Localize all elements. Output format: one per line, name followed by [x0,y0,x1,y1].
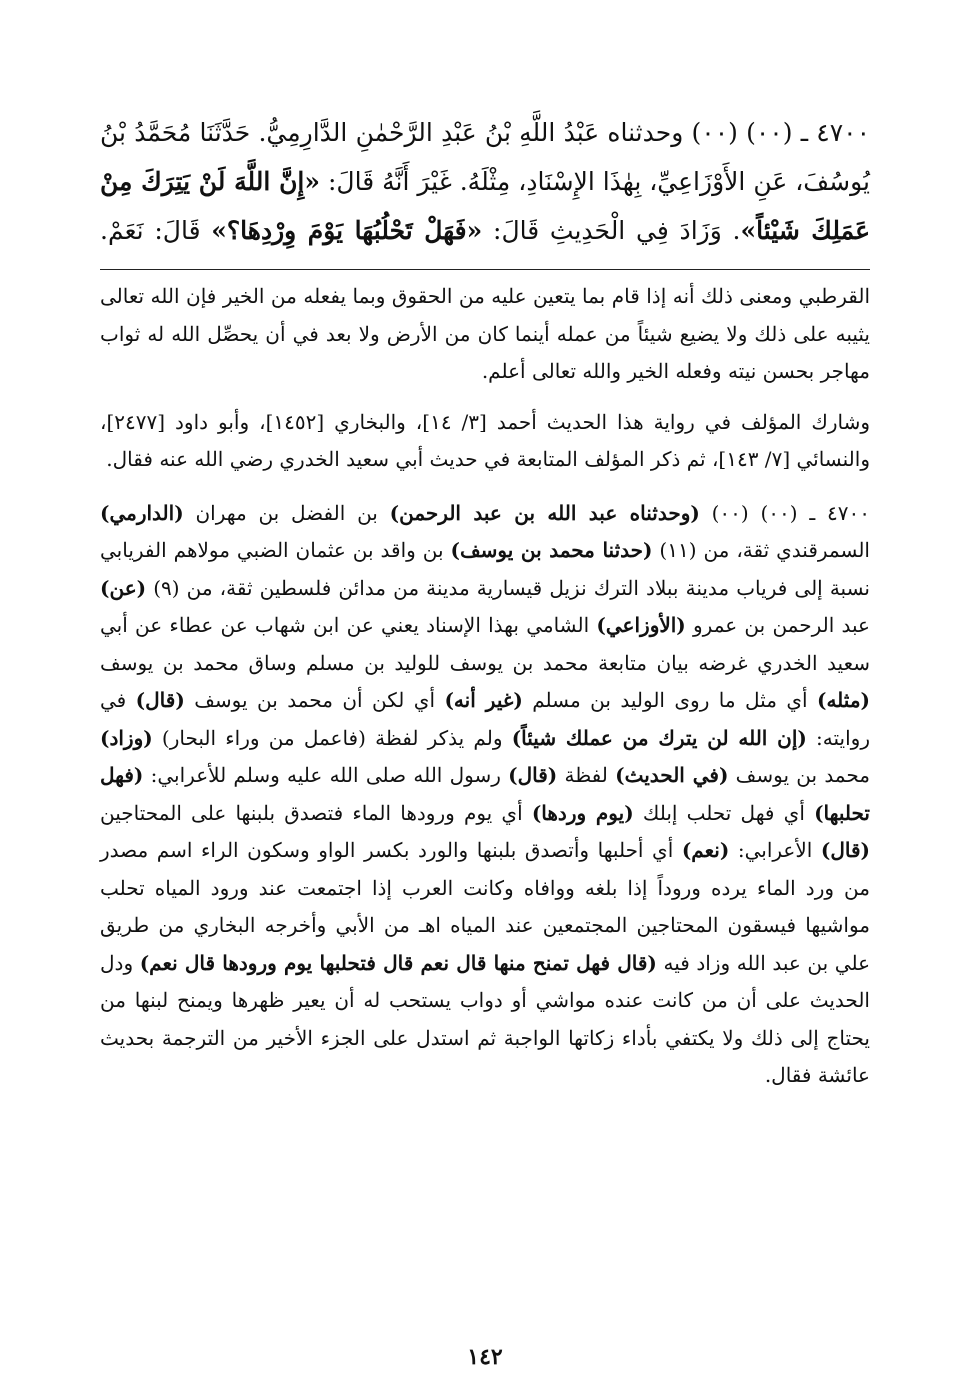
text-segment: ودل الحديث على أن من كانت عنده مواشي أو دواب يستحب له أن يعير ظهرها ويمنح لبنها من يحتاج إلى ذلك ولا يكتفي بأداء زكاتها الواجبة ثم استدل على الجزء الأخير من الترجمة بحديث عائشة فقال. [100,950,870,1087]
bold-segment: (نعم) [681,838,730,862]
bold-segment: (قال فهل تمنح منها قال نعم قال فتحلبها يوم ورودها قال نعم) [139,950,657,975]
text-segment: الأعرابي: [729,838,821,862]
bold-segment: (فهل تحلبها) [100,763,870,825]
hadith-body: وحدثناه عَبْدُ اللَّهِ بْنُ عَبْدِ الرَّحْمٰنِ الدَّارِمِيُّ. حَدَّثَنَا مُحَمَّدُ بْنُ يُوسُفَ، عَنِ الأَوْزَاعِيِّ، بِهٰذَا الإِسْنَادِ، مِثْلَهُ. غَيْرَ أَنَّهُ قَالَ: [100,118,870,196]
text-segment: بن الفضل بن مهران [183,500,390,525]
bold-segment: (غير أنه) [444,688,523,712]
bold-segment: (في الحديث) [615,763,729,787]
footnote-divider [100,269,870,270]
bold-segment: (يوم وردها) [531,800,634,825]
book-page [100,108,871,1370]
text-segment: أي يوم ورودها الماء فتصدق بلبنها على المحتاجين [100,800,532,825]
bold-segment: (حدثنا محمد بن يوسف) [450,538,653,562]
bold-segment: (مثله) [817,688,871,712]
text-segment: السمرقندي ثقة، من (١١) [652,538,870,562]
text-segment: في روايته: [100,688,870,750]
text-segment: بن واقد بن عثمان الضبي مولاهم الفريابي نسبة إلى فرياب مدينة ببلاد الترك نزيل قيسارية مدينة من مدائن فلسطين ثقة، من (٩) [100,538,870,600]
commentary-shared: وشارك المؤلف في رواية هذا الحديث أحمد [٣/ ١٤]، والبخاري [١٤٥٢]، وأبو داود [٢٤٧٧]، والنسائي [٧/ ١٤٣]، ثم ذكر المؤلف المتابعة في حديث أبي سعيد الخدري رضي الله عنه فقال. [100,409,870,471]
bold-segment: (إن الله لن يترك من عملك شيئاً) [511,725,807,750]
hadith-quote-1: «إِنَّ اللَّهَ لَنْ يَتِرَكَ مِنْ عَمَلِكَ شَيْئاً» [100,167,871,245]
commentary-intro: القرطبي ومعنى ذلك أنه إذا قام بما يتعين عليه من الحقوق وبما يفعله من الخير فإن الله تعالى يثيبه على ذلك ولا يضيع شيئاً من عمله أينما كان من الأرض ولا بعد في أن يحصِّل الله له ثواب مهاجر بحسن نيته وفعله الخير والله تعالى أعلم. [100,284,870,383]
page-number: ١٤٢ [467,1344,503,1370]
text-segment: أي مثل ما روى الوليد بن مسلم [522,688,817,712]
bold-segment: (قال) [820,838,870,862]
hadith-number: ٤٧٠٠ ـ (٠٠) (٠٠) [691,118,870,147]
bold-segment: (قال) [508,763,558,787]
text-segment: عبد الرحمن بن عمرو [685,613,870,637]
hadith-body-2: . وَزَادَ فِي الْحَدِيثِ قَالَ: [493,216,741,245]
bold-segment: (عن) [100,575,147,600]
text-segment: محمد بن يوسف [728,763,870,787]
bold-segment: (الأوزاعي) [596,613,686,637]
bold-segment: (الدارمي) [100,500,184,525]
text-segment: أي أحلبها وأتصدق بلبنها والورد بكسر الواو وسكون الراء اسم مصدر من ورد الماء يرده وروداً إذا بلغه ووافاه وكانت العرب إذا اجتمعت عند ورود المياه تحلب مواشيها فيسقون المحتاجين المجتمعين عند المياه اهـ من الأبي وأخرجه البخاري من طريق علي بن عبد الله وزاد فيه [100,838,870,975]
hadith-body-3: قَالَ: نَعَمْ. [100,216,201,245]
bold-segment: (قال) [135,688,185,712]
bold-segment: (وحدثناه عبد الله بن عبد الرحمن) [389,500,700,525]
bold-segment: (وزاد) [100,725,153,750]
text-segment: الشامي بهذا الإسناد يعني عن ابن شهاب عن عطاء عن أبي سعيد الخدري غرضه بيان متابعة محمد بن يوسف للوليد بن مسلم وساق محمد بن يوسف [100,613,870,675]
text-segment: أي فهل تحلب إبلك [633,800,815,825]
text-segment: ٤٧٠٠ ـ (٠٠) (٠٠) [699,500,870,525]
commentary-explanation [100,495,870,1095]
text-segment: أي لكن أن محمد بن يوسف [184,688,445,712]
text-segment: ولم يذكر لفظة (فاعمل من وراء البحار) [152,725,512,750]
text-segment: لفظة [557,763,616,787]
hadith-quote-2: «فَهَلْ تَحْلُبُهَا يَوْمَ وِرْدِهَا؟» [211,216,483,245]
text-segment: رسول الله صلى الله عليه وسلم للأعرابي: [143,763,509,787]
hadith-text [100,108,870,255]
